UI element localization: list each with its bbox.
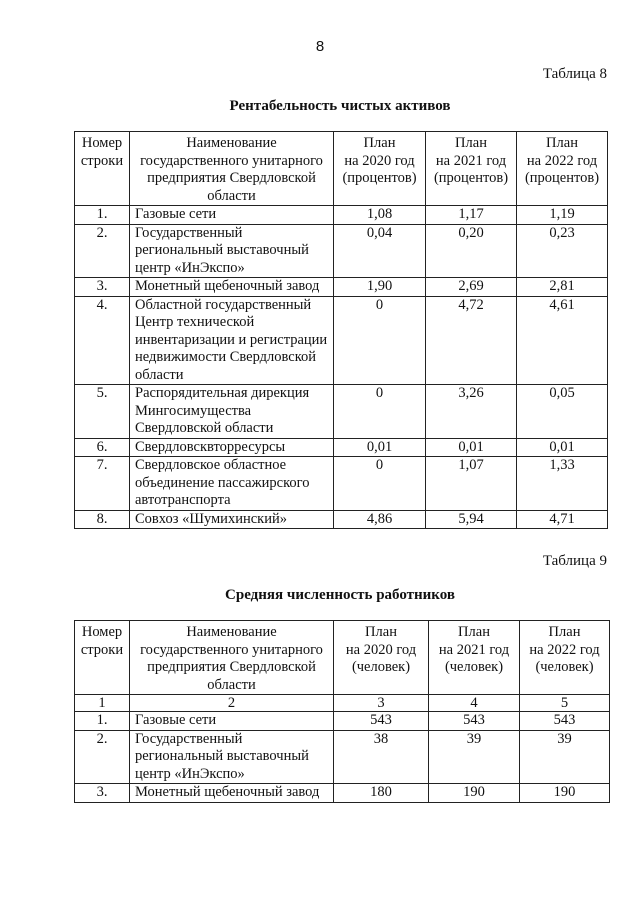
row-number: 4.: [75, 296, 130, 385]
value-2022: 1,33: [517, 457, 608, 511]
table9-header-row: [75, 621, 610, 695]
value-2021: 5,94: [426, 510, 517, 529]
column-index-row: [75, 695, 610, 712]
value-2020: 0: [334, 385, 426, 439]
value-2022: 4,71: [517, 510, 608, 529]
table-row: [75, 385, 608, 439]
enterprise-name: Монетный щебеночный завод: [130, 784, 334, 803]
header-plan-2021: План на 2021 год (процентов): [426, 132, 517, 206]
enterprise-name: Свердловсквторресурсы: [130, 438, 334, 457]
value-2022: 0,01: [517, 438, 608, 457]
row-number: 1.: [75, 712, 130, 731]
value-2021: 543: [429, 712, 520, 731]
row-number: 3.: [75, 784, 130, 803]
value-2021: 1,17: [426, 206, 517, 225]
row-number: 6.: [75, 438, 130, 457]
value-2020: 0,04: [334, 224, 426, 278]
row-number: 2.: [75, 224, 130, 278]
enterprise-name: Монетный щебеночный завод: [130, 278, 334, 297]
column-index: 1: [75, 695, 130, 712]
table8-label: Таблица 8: [542, 66, 607, 82]
table9: [74, 620, 610, 803]
header-enterprise-name: Наименование государственного унитарного предприятия Свердловской области: [130, 132, 334, 206]
value-2022: 2,81: [517, 278, 608, 297]
value-2021: 4,72: [426, 296, 517, 385]
table-row: [75, 784, 610, 803]
header-enterprise-name: Наименование государственного унитарного предприятия Свердловской области: [130, 621, 334, 695]
table-row: [75, 278, 608, 297]
table-row: [75, 730, 610, 784]
table-row: [75, 296, 608, 385]
column-index: 3: [334, 695, 429, 712]
enterprise-name: Государственный региональный выставочный центр «ИнЭкспо»: [130, 730, 334, 784]
table8: [74, 131, 608, 529]
value-2021: 2,69: [426, 278, 517, 297]
enterprise-name: Газовые сети: [130, 206, 334, 225]
table-row: [75, 510, 608, 529]
value-2021: 1,07: [426, 457, 517, 511]
column-index: 5: [520, 695, 610, 712]
value-2020: 0,01: [334, 438, 426, 457]
value-2022: 4,61: [517, 296, 608, 385]
table8-title: Рентабельность чистых активов: [229, 98, 451, 114]
row-number: 5.: [75, 385, 130, 439]
header-plan-2022: План на 2022 год (человек): [520, 621, 610, 695]
page-number: 8: [315, 38, 325, 55]
table-row: [75, 457, 608, 511]
value-2020: 38: [334, 730, 429, 784]
enterprise-name: Совхоз «Шумихинский»: [130, 510, 334, 529]
column-index: 2: [130, 695, 334, 712]
value-2021: 190: [429, 784, 520, 803]
row-number: 2.: [75, 730, 130, 784]
table-row: [75, 206, 608, 225]
header-row-number: Номер строки: [75, 132, 130, 206]
value-2020: 1,90: [334, 278, 426, 297]
row-number: 3.: [75, 278, 130, 297]
value-2020: 543: [334, 712, 429, 731]
table-row: [75, 712, 610, 731]
enterprise-name: Распорядительная дирекция Мингосимущества Свердловской области: [130, 385, 334, 439]
enterprise-name: Областной государственный Центр технической инвентаризации и регистрации недвижимости Свердловской области: [130, 296, 334, 385]
value-2020: 0: [334, 296, 426, 385]
value-2021: 3,26: [426, 385, 517, 439]
value-2022: 1,19: [517, 206, 608, 225]
value-2020: 0: [334, 457, 426, 511]
enterprise-name: Государственный региональный выставочный центр «ИнЭкспо»: [130, 224, 334, 278]
enterprise-name: Свердловское областное объединение пассажирского автотранспорта: [130, 457, 334, 511]
value-2020: 180: [334, 784, 429, 803]
header-plan-2021: План на 2021 год (человек): [429, 621, 520, 695]
table8-header-row: [75, 132, 608, 206]
enterprise-name: Газовые сети: [130, 712, 334, 731]
value-2021: 0,20: [426, 224, 517, 278]
value-2021: 39: [429, 730, 520, 784]
table-row: [75, 438, 608, 457]
value-2020: 4,86: [334, 510, 426, 529]
value-2021: 0,01: [426, 438, 517, 457]
header-plan-2022: План на 2022 год (процентов): [517, 132, 608, 206]
header-plan-2020: План на 2020 год (процентов): [334, 132, 426, 206]
row-number: 7.: [75, 457, 130, 511]
header-row-number: Номер строки: [75, 621, 130, 695]
row-number: 8.: [75, 510, 130, 529]
value-2022: 0,23: [517, 224, 608, 278]
value-2022: 0,05: [517, 385, 608, 439]
column-index: 4: [429, 695, 520, 712]
header-plan-2020: План на 2020 год (человек): [334, 621, 429, 695]
value-2022: 543: [520, 712, 610, 731]
value-2022: 190: [520, 784, 610, 803]
value-2020: 1,08: [334, 206, 426, 225]
row-number: 1.: [75, 206, 130, 225]
table-row: [75, 224, 608, 278]
table9-label: Таблица 9: [542, 553, 607, 569]
table9-title: Средняя численность работников: [225, 587, 455, 603]
value-2022: 39: [520, 730, 610, 784]
